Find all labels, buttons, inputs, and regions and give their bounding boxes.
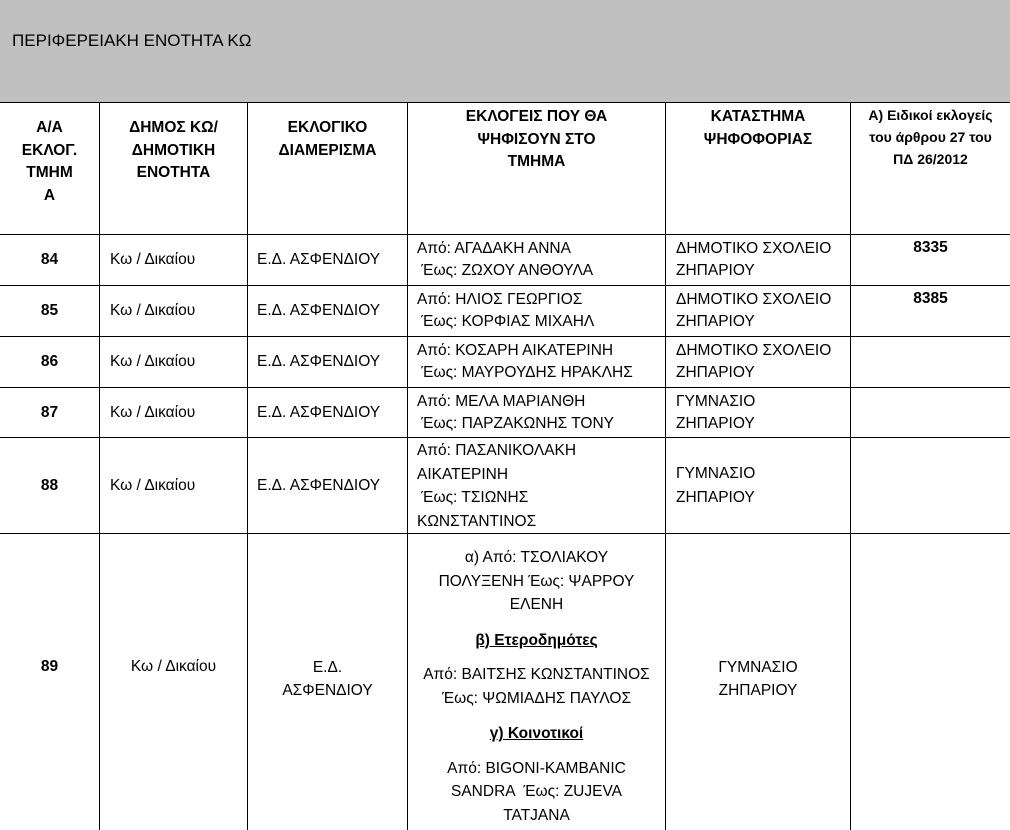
row-number: 88 xyxy=(40,476,59,494)
row-number: 84 xyxy=(40,251,59,268)
ekloges-line: Έως: ΤΣΙΩΝΗΣ xyxy=(417,489,529,506)
row-dimos: Κω / Δικαίου xyxy=(110,353,196,370)
grid-line xyxy=(99,103,100,830)
katastima-line: ΓΥΜΝΑΣΙΟ xyxy=(676,393,756,410)
grid-line xyxy=(247,103,248,830)
diamerisma-line: ΑΣΦΕΝΔΙΟΥ xyxy=(282,682,373,699)
row-eidikoi: 8335 xyxy=(913,239,948,256)
header-dimos-line: ΕΝΟΤΗΤΑ xyxy=(136,164,211,181)
ekloges-line: SANDRA Έως: ZUJEVA xyxy=(451,783,622,800)
row-ekloges xyxy=(417,439,665,533)
ekloges-line: Από: ΒΑΙΤΣΗΣ ΚΩΝΣΤΑΝΤΙΝΟΣ xyxy=(423,666,650,683)
header-aa xyxy=(0,117,99,207)
row-diamerisma: Ε.Δ. ΑΣΦΕΝΔΙΟΥ xyxy=(257,251,381,268)
katastima-line: ΖΗΠΑΡΙΟΥ xyxy=(676,364,755,381)
ekloges-line: Από: ΜΕΛΑ ΜΑΡΙΑΝΘΗ xyxy=(417,393,586,410)
ekloges-line: Από: BIGONI-KAMBANIC xyxy=(447,759,626,777)
grid-line xyxy=(0,533,1010,534)
row-diamerisma: Ε.Δ. ΑΣΦΕΝΔΙΟΥ xyxy=(257,476,381,494)
page-title: ΠΕΡΙΦΕΡΕΙΑΚΗ ΕΝΟΤΗΤΑ ΚΩ xyxy=(12,31,252,50)
region-header xyxy=(0,0,1010,103)
ekloges-line: ΚΩΝΣΤΑΝΤΙΝΟΣ xyxy=(417,512,537,530)
header-diamerisma xyxy=(248,117,407,162)
row-diamerisma: Ε.Δ. ΑΣΦΕΝΔΙΟΥ xyxy=(257,403,381,421)
header-eidikoi xyxy=(851,104,1010,170)
ekloges-line: Από: ΠΑΣΑΝΙΚΟΛΑΚΗ xyxy=(417,442,577,459)
grid-line xyxy=(850,103,851,830)
ekloges-line: ΕΛΕΝΗ xyxy=(509,596,564,613)
ekloges-line: Από: ΚΟΣΑΡΗ ΑΙΚΑΤΕΡΙΝΗ xyxy=(417,342,614,359)
ekloges-line: Έως: ΚΟΡΦΙΑΣ ΜΙΧΑΗΛ xyxy=(417,313,595,330)
header-katastima xyxy=(666,106,850,151)
row-dimos: Κω / Δικαίου xyxy=(110,251,196,268)
row-dimos: Κω / Δικαίου xyxy=(110,403,196,421)
katastima-line: ΔΗΜΟΤΙΚΟ ΣΧΟΛΕΙΟ xyxy=(676,342,832,359)
header-katastima-line: ΚΑΤΑΣΤΗΜΑ xyxy=(710,108,806,125)
ekloges-line: Έως: ΖΩΧΟΥ ΑΝΘΟΥΛΑ xyxy=(417,262,594,279)
ekloges-line: ΠΟΛΥΞΕΝΗ Έως: ΨΑΡΡΟΥ xyxy=(438,572,635,590)
row-katastima xyxy=(676,438,850,533)
row-dimos: Κω / Δικαίου xyxy=(130,658,217,675)
header-aa-line: Α xyxy=(43,186,56,204)
header-diamerisma-line: ΔΙΑΜΕΡΙΣΜΑ xyxy=(278,141,377,159)
row-ekloges-89 xyxy=(408,546,665,827)
ekloges-line: TATJANA xyxy=(503,806,570,824)
diamerisma-line: Ε.Δ. xyxy=(312,659,343,676)
katastima-line: ΓΥΜΝΑΣΙΟ xyxy=(718,659,798,676)
ekloges-line: Έως: ΜΑΥΡΟΥΔΗΣ ΗΡΑΚΛΗΣ xyxy=(417,364,633,381)
row-dimos: Κω / Δικαίου xyxy=(110,476,196,494)
row-katastima xyxy=(676,238,850,282)
row-diamerisma: Ε.Δ. ΑΣΦΕΝΔΙΟΥ xyxy=(257,302,381,319)
header-aa-line: ΕΚΛΟΓ. xyxy=(21,141,78,159)
koinotikoi-title: γ) Κοινοτικοί xyxy=(489,725,584,742)
row-ekloges xyxy=(417,391,665,435)
row-dimos: Κω / Δικαίου xyxy=(110,302,196,319)
header-katastima-line: ΨΗΦΟΦΟΡΙΑΣ xyxy=(703,130,813,148)
row-katastima xyxy=(676,340,850,384)
ekloges-line: ΑΙΚΑΤΕΡΙΝΗ xyxy=(417,465,509,483)
header-eidikoi-line: ΠΔ 26/2012 xyxy=(893,151,968,167)
ekloges-line: Έως: ΠΑΡΖΑΚΩΝΗΣ ΤΟΝΥ xyxy=(417,415,615,432)
grid-line xyxy=(665,103,666,830)
katastima-line: ΓΥΜΝΑΣΙΟ xyxy=(676,464,756,482)
row-number: 87 xyxy=(40,403,59,421)
row-diamerisma xyxy=(248,656,407,702)
row-ekloges xyxy=(417,238,665,282)
katastima-line: ΔΗΜΟΤΙΚΟ ΣΧΟΛΕΙΟ xyxy=(676,291,832,308)
row-number: 86 xyxy=(40,353,59,370)
header-aa-line: ΤΜΗΜ xyxy=(26,164,73,181)
header-ekloges-line: ΨΗΦΙΣΟΥΝ ΣΤΟ xyxy=(477,130,596,148)
ekloges-line: Από: ΗΛΙΟΣ ΓΕΩΡΓΙΟΣ xyxy=(417,291,583,308)
heterodimotes-title: β) Ετεροδημότες xyxy=(475,631,598,649)
row-eidikoi: 8385 xyxy=(913,290,948,307)
katastima-line: ΖΗΠΑΡΙΟΥ xyxy=(676,262,755,279)
header-dimos xyxy=(100,117,247,185)
ekloges-line: Από: ΑΓΑΔΑΚΗ ΑΝΝΑ xyxy=(417,240,571,257)
row-number: 85 xyxy=(40,302,59,319)
row-katastima xyxy=(676,391,850,435)
row-ekloges xyxy=(417,340,665,384)
header-diamerisma-line: ΕΚΛΟΓΙΚΟ xyxy=(287,119,368,136)
row-number: 89 xyxy=(40,658,59,675)
header-ekloges-line: ΤΜΗΜΑ xyxy=(507,153,566,170)
katastima-line: ΖΗΠΑΡΙΟΥ xyxy=(676,488,755,506)
row-katastima xyxy=(676,289,850,333)
row-katastima xyxy=(666,656,850,702)
katastima-line: ΖΗΠΑΡΙΟΥ xyxy=(676,313,755,330)
katastima-line: ΖΗΠΑΡΙΟΥ xyxy=(676,415,755,432)
katastima-line: ΔΗΜΟΤΙΚΟ ΣΧΟΛΕΙΟ xyxy=(676,240,832,257)
ekloges-line: Έως: ΨΩΜΙΑΔΗΣ ΠΑΥΛΟΣ xyxy=(441,689,632,707)
header-eidikoi-line: Α) Ειδικοί εκλογείς xyxy=(868,107,993,123)
header-dimos-line: ΔΗΜΟΣ ΚΩ/ xyxy=(129,119,218,136)
row-ekloges xyxy=(417,289,665,333)
header-aa-line: Α/Α xyxy=(36,119,63,136)
header-ekloges xyxy=(408,106,665,174)
katastima-line: ΖΗΠΑΡΙΟΥ xyxy=(718,682,798,699)
header-ekloges-line: ΕΚΛΟΓΕΙΣ ΠΟΥ ΘΑ xyxy=(465,108,608,125)
header-eidikoi-line: του άρθρου 27 του xyxy=(869,129,992,145)
ekloges-line: α) Από: ΤΣΟΛΙΑΚΟΥ xyxy=(464,549,609,566)
row-diamerisma: Ε.Δ. ΑΣΦΕΝΔΙΟΥ xyxy=(257,353,381,370)
header-dimos-line: ΔΗΜΟΤΙΚΗ xyxy=(131,141,216,159)
